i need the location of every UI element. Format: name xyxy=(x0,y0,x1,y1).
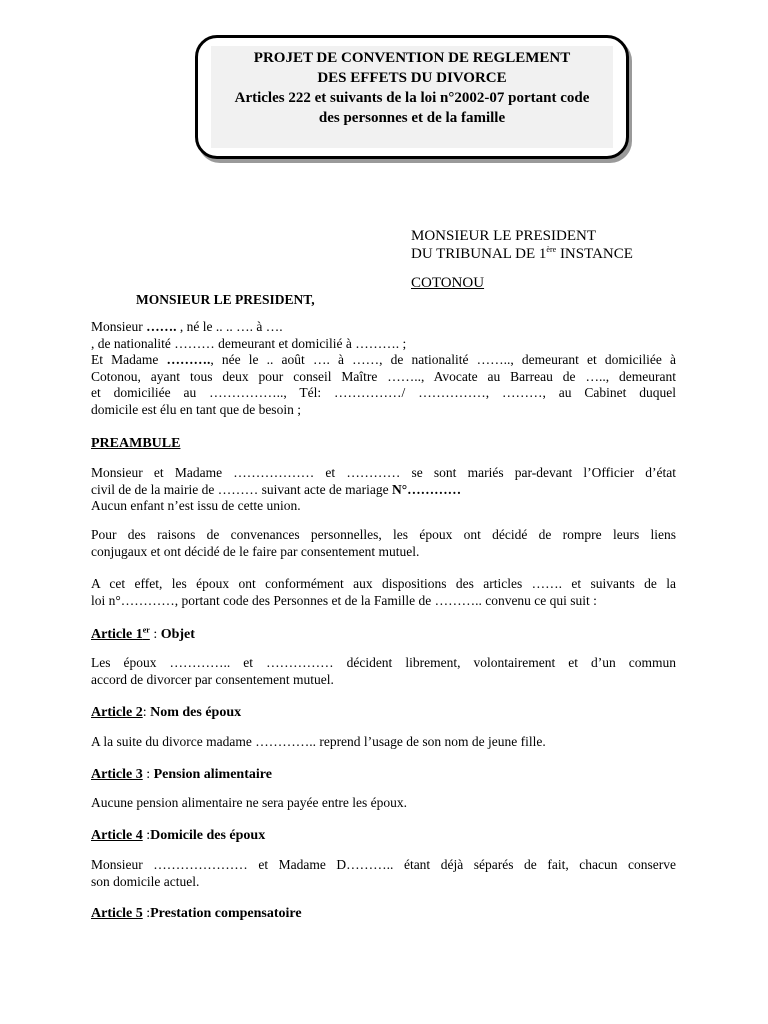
preambule-title: PREAMBULE xyxy=(91,436,181,451)
article-1-heading xyxy=(91,627,195,643)
text-run: Et Madame xyxy=(91,352,167,367)
article-4-label: Article 4 xyxy=(91,828,143,843)
article-separator: : xyxy=(142,906,151,921)
salutation: MONSIEUR LE PRESIDENT, xyxy=(136,292,315,307)
parties-line-6: domicile est élu en tant que de besoin ; xyxy=(91,401,301,417)
title-line-4: des personnes et de la famille xyxy=(318,110,506,126)
text-run: civil de de la mairie de ……… suivant acte de mariage xyxy=(91,481,393,497)
article-1-title: Objet xyxy=(160,627,195,642)
addressee-instance: INSTANCE xyxy=(556,246,633,262)
addressee-city: COTONOU xyxy=(411,275,485,291)
parties-line-5: et domiciliée au …………….., Tél: ……………/ ……………, ………, au Cabinet duquel xyxy=(91,385,676,400)
article-5-label: Article 5 xyxy=(91,906,143,921)
document-title xyxy=(198,48,626,128)
preambule-p1-line-1: Monsieur et Madame ……………… et ………… se sont mariés par-devant l’Officier d’état xyxy=(91,465,676,480)
preambule-paragraph-2 xyxy=(91,527,676,560)
addressee-court: DU TRIBUNAL DE 1 xyxy=(411,246,547,262)
article-2-line-1: A la suite du divorce madame ………….. reprend l’usage de son nom de jeune fille. xyxy=(91,734,546,749)
preambule-p3-line-2: loi n°…………, portant code des Personnes et de la Famille de ……….. convenu ce qui suit : xyxy=(91,592,597,608)
text-run: Monsieur xyxy=(91,319,147,334)
title-line-3: Articles 222 et suivants de la loi n°2002-07 portant code xyxy=(234,90,590,106)
parties-line-1 xyxy=(91,319,676,336)
addressee-line-1: MONSIEUR LE PRESIDENT xyxy=(411,228,597,244)
preambule-p2-line-2: conjugaux et ont décidé de le faire par consentement mutuel. xyxy=(91,543,420,559)
blank-bold: ……. xyxy=(146,319,177,334)
title-line-1: PROJET DE CONVENTION DE REGLEMENT xyxy=(253,50,571,66)
article-3-label: Article 3 xyxy=(91,767,143,782)
addressee-line-2 xyxy=(411,245,633,263)
article-2-body xyxy=(91,734,676,751)
article-separator: : xyxy=(149,627,161,642)
parties-line-4: Cotonou, ayant tous deux pour conseil Maître …….., Avocate au Barreau de ….., demeurant xyxy=(91,368,676,384)
preambule-p1-line-3: Aucun enfant n’est issu de cette union. xyxy=(91,498,301,513)
article-label-text: Article 1 xyxy=(91,627,143,642)
title-line-2: DES EFFETS DU DIVORCE xyxy=(317,70,507,86)
article-4-title: Domicile des époux xyxy=(150,828,266,843)
text-run: , né le .. .. …. à …. xyxy=(176,319,283,334)
article-2-label: Article 2 xyxy=(91,705,143,720)
preambule-p1-line-2 xyxy=(91,482,676,499)
article-4-line-2: son domicile actuel. xyxy=(91,873,200,889)
article-5-title: Prestation compensatoire xyxy=(150,906,302,921)
article-5-heading xyxy=(91,906,302,922)
article-1-line-2: accord de divorcer par consentement mutuel. xyxy=(91,671,334,687)
article-1-line-1: Les époux ………….. et …………… décident librement, volontairement et d’un commun xyxy=(91,655,676,670)
article-separator: : xyxy=(142,767,154,782)
article-3-body xyxy=(91,795,676,812)
preambule-heading xyxy=(91,436,180,452)
parties-paragraph xyxy=(91,319,676,418)
article-3-line-1: Aucune pension alimentaire ne sera payée entre les époux. xyxy=(91,795,407,810)
parties-line-3 xyxy=(91,352,676,369)
preambule-p3-line-1: A cet effet, les époux ont conformément aux dispositions des articles ……. et suivants de la xyxy=(91,576,676,591)
parties-line-2: , de nationalité ……… demeurant et domicilié à ………. ; xyxy=(91,335,407,351)
article-2-heading xyxy=(91,705,241,721)
blank-bold: ………. xyxy=(166,352,211,367)
article-4-heading xyxy=(91,828,265,844)
preambule-p2-line-1: Pour des raisons de convenances personnelles, les époux ont décidé de rompre leurs liens xyxy=(91,527,676,542)
article-3-heading xyxy=(91,767,272,783)
addressee-ordinal: ère xyxy=(546,245,557,254)
marriage-number: N°………… xyxy=(392,481,462,497)
article-1-body xyxy=(91,655,676,688)
preambule-paragraph-3 xyxy=(91,576,676,609)
article-2-title: Nom des époux xyxy=(150,705,242,720)
article-separator: : xyxy=(142,705,151,720)
article-4-body xyxy=(91,857,676,890)
addressee-block xyxy=(411,227,633,292)
article-4-line-1: Monsieur ………………… et Madame D……….. étant déjà séparés de fait, chacun conserve xyxy=(91,857,676,872)
text-run: , née le .. août …. à ……, de nationalité …….., demeurant et domiciliée à xyxy=(210,352,676,367)
preambule-paragraph-1 xyxy=(91,465,676,515)
title-frame xyxy=(195,35,629,159)
article-label-ordinal: er xyxy=(142,625,150,635)
article-1-label xyxy=(91,627,150,642)
article-separator: : xyxy=(142,828,151,843)
article-3-title: Pension alimentaire xyxy=(153,767,272,782)
